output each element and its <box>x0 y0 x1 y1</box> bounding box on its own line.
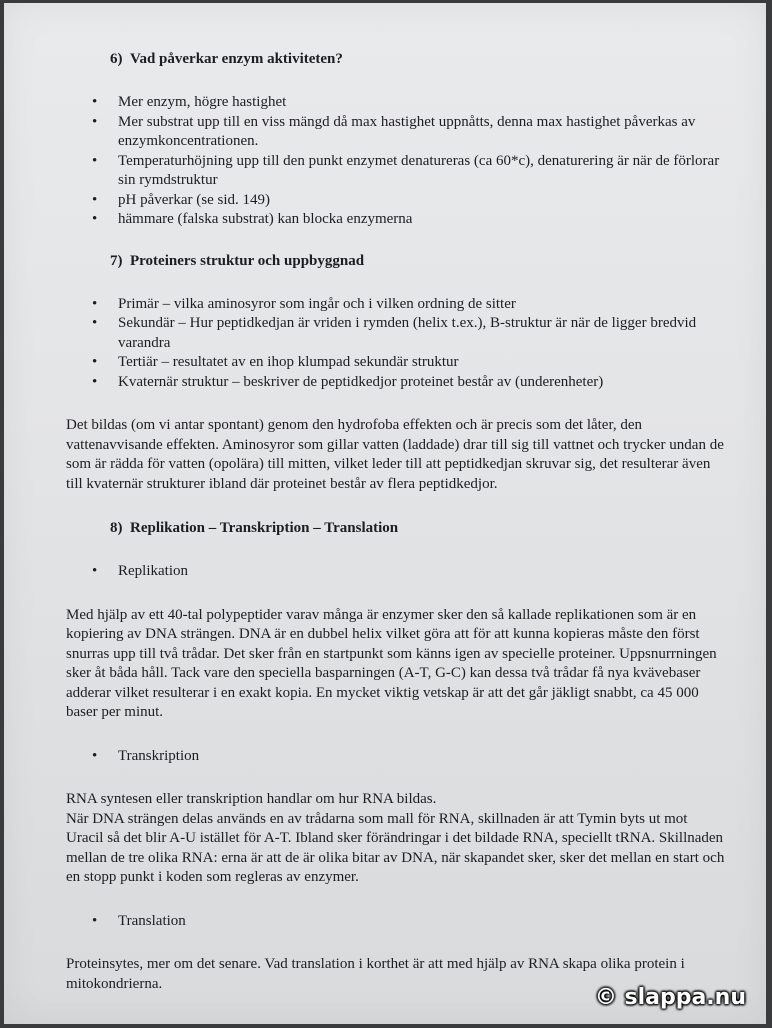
paragraph-replikation: Med hjälp av ett 40-tal polypeptider varav många är enzymer sker den så kallade replikationen som är en kopiering av DNA strängen. DNA är en dubbel helix vilket göra att för att kunna kopieras måste den först snurras upp till två trådar. Det sker från en startpunkt som känns igen av specielle proteiner. Uppsnurrningen sker åt båda håll. Tack vare den speciella basparningen (A-T, G-C) kan dessa två trådar få nya kvävebaser adderar vilket resulterar i en exakt kopia. En mycket viktig vetskap är att det går jäkligt snabbt, ca 45 000 baser per minut. <box>66 606 717 720</box>
paragraph-hydrophobic-effect: Det bildas (om vi antar spontant) genom den hydrofoba effekten och är precis som det låter, den vattenavvisande effekten. Aminosyror som gillar vatten (laddade) drar till sig till vattnet och trycker undan de som är rädda för vatten (opolära) till mitten, vilket leder till att peptidkedjan skruvar sig, det resulterar även till kvaternär strukturer ibland där proteinet består av flera peptidkedjor. <box>66 417 724 492</box>
list-item: • Mer substrat upp till en viss mängd då max hastighet uppnåtts, denna max hastighet påverkas av enzymkoncentrationen. <box>66 113 726 152</box>
list-enzyme-factors <box>66 93 726 230</box>
document-content <box>66 49 726 994</box>
list-item: • Replikation <box>66 562 726 582</box>
paragraph-transkription: När DNA strängen delas används en av trådarna som mall för RNA, skillnaden är att Tymin byts ut mot Uracil så det blir A-U istället för A-T. Ibland sker förändringar i det bildade RNA, speciellt tRNA. Skillnaden mellan de tre olika RNA: erna är att de är olika bitar av DNA, när skapandet sker, sker det mellan en start och en stopp punkt i koden som regleras av enzymer. <box>66 810 725 885</box>
heading-protein-structure: 7) Proteiners struktur och uppbyggnad <box>110 252 365 269</box>
list-item: • Temperaturhöjning upp till den punkt enzymet denatureras (ca 60*c), denaturering är när de förlorar sin rymdstruktur <box>66 152 726 191</box>
document-page <box>4 3 766 1024</box>
paragraph-transkription-intro: RNA syntesen eller transkription handlar om hur RNA bildas. <box>66 791 437 807</box>
heading-enzyme-activity: 6) Vad påverkar enzym aktiviteten? <box>110 51 343 67</box>
list-item: • Translation <box>66 912 726 932</box>
list-item: • Tertiär – resultatet av en ihop klumpad sekundär struktur <box>66 353 726 373</box>
list-item: • Transkription <box>66 747 726 767</box>
list-item: • Primär – vilka aminosyror som ingår och i vilken ordning de sitter <box>66 295 726 315</box>
paragraph-translation: Proteinsytes, mer om det senare. Vad translation i korthet är att med hjälp av RNA skapa olika protein i mitokondrierna. <box>66 956 685 992</box>
list-item: • Mer enzym, högre hastighet <box>66 93 726 113</box>
list-item: • pH påverkar (se sid. 149) <box>66 191 726 211</box>
list-item: • Sekundär – Hur peptidkedjan är vriden i rymden (helix t.ex.), B-struktur är när de ligger bredvid varandra <box>66 314 726 353</box>
list-protein-structure <box>66 295 726 393</box>
list-item: • Kvaternär struktur – beskriver de peptidkedjor proteinet består av (underenheter) <box>66 373 726 393</box>
heading-replication: 8) Replikation – Transkription – Translation <box>110 520 399 536</box>
watermark-copyright: © slappa.nu <box>594 985 746 1010</box>
subheading-translation <box>66 912 726 932</box>
subheading-replikation <box>66 562 726 582</box>
subheading-transkription <box>66 747 726 767</box>
list-item: • hämmare (falska substrat) kan blocka enzymerna <box>66 210 726 230</box>
